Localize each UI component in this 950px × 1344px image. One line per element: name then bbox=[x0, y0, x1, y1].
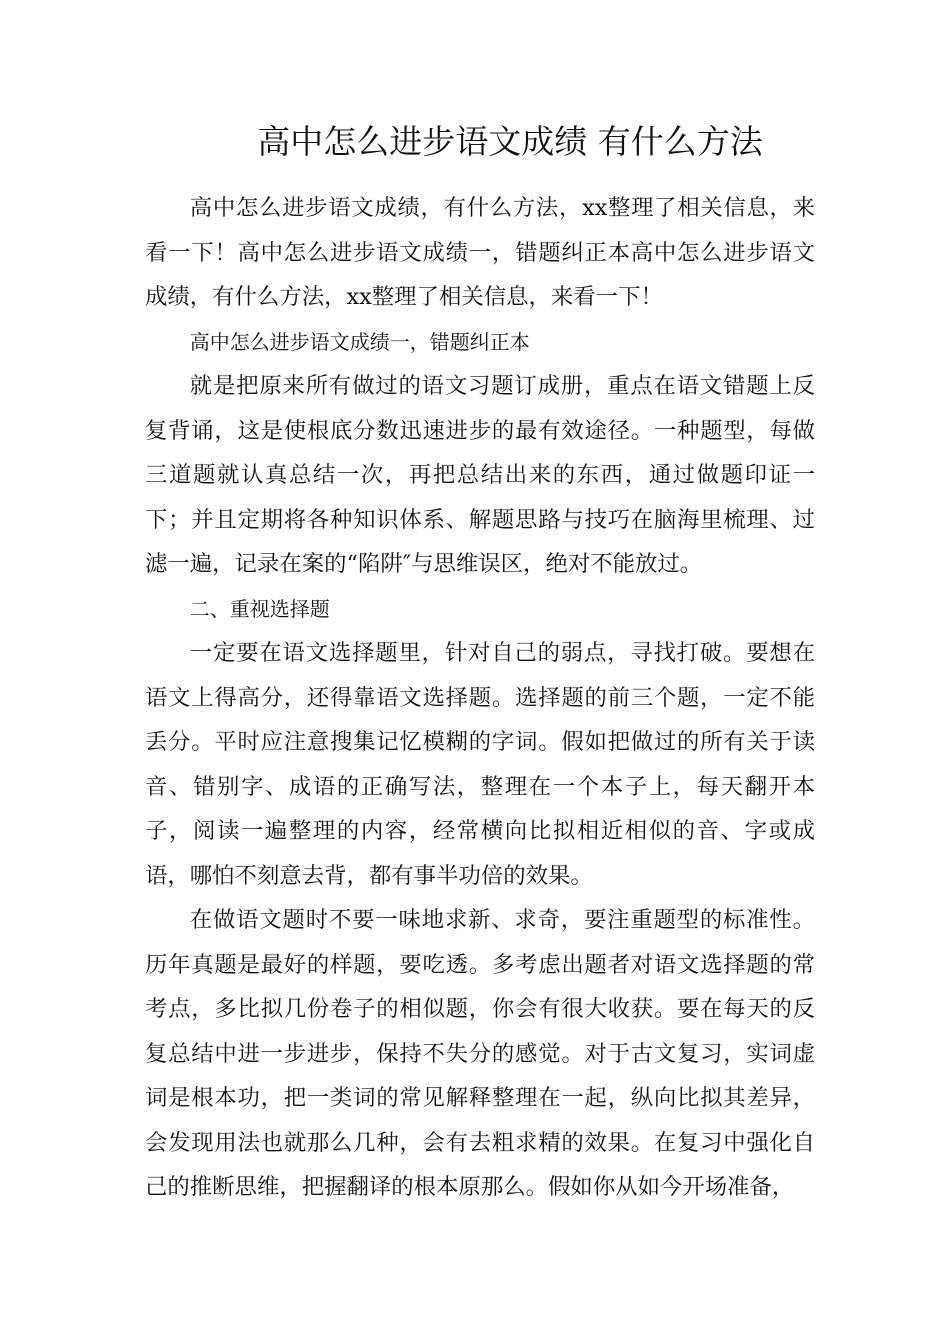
section-heading-multiple-choice: 二、重视选择题 bbox=[189, 596, 330, 621]
paragraph-multiple-choice: 一定要在语文选择题里，针对自己的弱点，寻找打破。要想在语文上得高分，还得靠语文选择题。选择题的前三个题，一定不能丢分。平时应注意搜集记忆模糊的字词。假如把做过的所有关于读音、错别字、成语的正确写法，整理在一个本子上，每天翻开本子，阅读一遍整理的内容，经常横向比拟相近相似的音、字或成语，哪怕不刻意去背，都有事半功倍的效果。 bbox=[145, 640, 815, 889]
section-heading-error-notebook: 高中怎么进步语文成绩一，错题纠正本 bbox=[189, 329, 530, 354]
paragraph-error-notebook: 就是把原来所有做过的语文习题订成册，重点在语文错题上反复背诵，这是使根底分数迅速进步的最有效途径。一种题型，每做三道题就认真总结一次，再把总结出来的东西，通过做题印证一下；并且定期将各种知识体系、解题思路与技巧在脑海里梳理、过滤一遍，记录在案的“陷阱″与思维误区，绝对不能放过。 bbox=[145, 373, 815, 577]
paragraph-intro: 高中怎么进步语文成绩，有什么方法，xx整理了相关信息，来看一下！高中怎么进步语文成绩一，错题纠正本高中怎么进步语文成绩，有什么方法，xx整理了相关信息，来看一下！ bbox=[145, 195, 815, 310]
document-body bbox=[145, 186, 815, 1210]
paragraph-standard-questions: 在做语文题时不要一味地求新、求奇，要注重题型的标准性。历年真题是最好的样题，要吃透。多考虑出题者对语文选择题的常考点，多比拟几份卷子的相似题，你会有很大收获。要在每天的反复总结中进一步进步，保持不失分的感觉。对于古文复习，实词虚词是根本功，把一类词的常见解释整理在一起，纵向比拟其差异，会发现用法也就那么几种，会有去粗求精的效果。在复习中强化自己的推断思维，把握翻译的根本原那么。假如你从如今开场准备， bbox=[145, 907, 815, 1200]
document-title: 高中怎么进步语文成绩 有什么方法 bbox=[257, 122, 763, 161]
